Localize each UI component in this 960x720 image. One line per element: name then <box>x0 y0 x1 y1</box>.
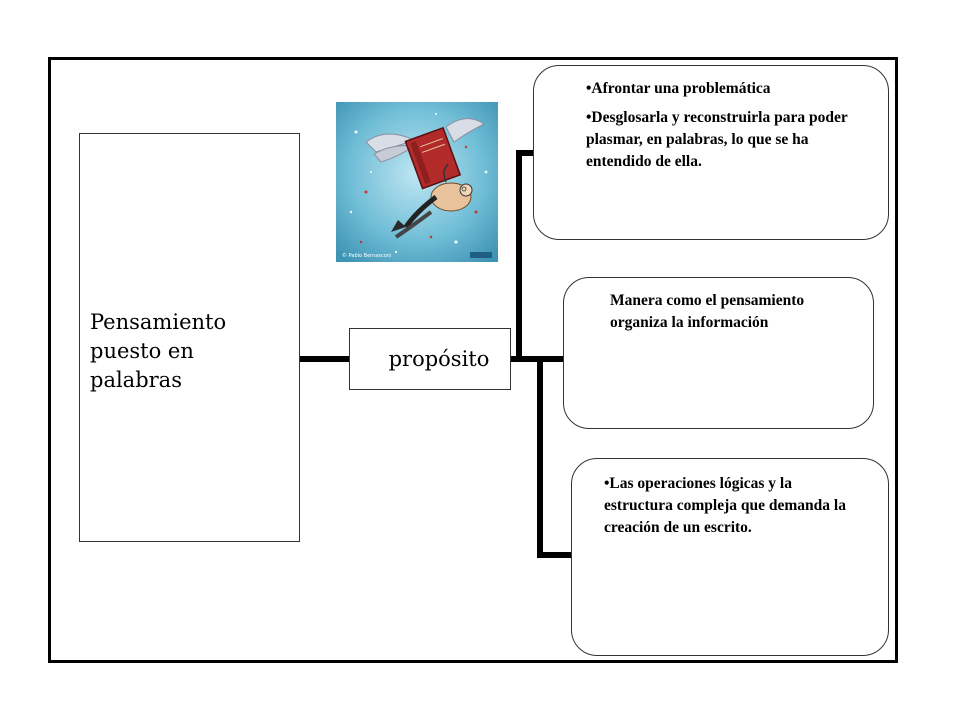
main-concept-box <box>79 133 300 542</box>
purpose-detail-box-3 <box>571 458 889 656</box>
purpose-detail-box-2 <box>563 277 874 429</box>
box1-bullet-2: •Desglosarla y reconstruirla para poder plasmar, en palabras, lo que se ha entendido de ella. <box>586 109 848 170</box>
box3-text: •Las operaciones lógicas y la estructura compleja que demanda la creación de un escrito. <box>604 475 846 536</box>
connector-to-box3 <box>537 552 573 558</box>
box2-text: Manera como el pensamiento organiza la información <box>610 292 805 331</box>
purpose-detail-box-1 <box>533 65 889 240</box>
purpose-box <box>349 328 511 390</box>
box1-bullet-1: •Afrontar una problemática <box>586 80 771 97</box>
purpose-label: propósito <box>388 347 490 371</box>
main-concept-label: Pensamiento puesto en palabras <box>90 310 227 392</box>
illustration-caption: © Pablo Bernasconi <box>342 253 392 259</box>
flying-book-illustration-icon <box>336 102 498 262</box>
connector-lower-vertical <box>537 356 543 558</box>
connector-main-to-purpose <box>300 356 349 362</box>
connector-upper-vertical <box>516 150 522 362</box>
